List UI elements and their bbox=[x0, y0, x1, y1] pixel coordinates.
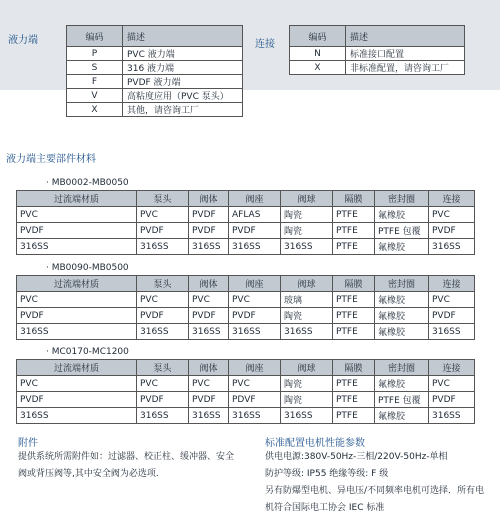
material-cell: PVDF bbox=[137, 223, 189, 239]
materials-header-cell: 阀体 bbox=[189, 276, 229, 292]
materials-header-cell: 阀座 bbox=[229, 276, 281, 292]
material-cell: PTFE bbox=[333, 308, 375, 324]
code-cell: P bbox=[67, 47, 123, 61]
description-cell: 316 液力端 bbox=[123, 61, 243, 75]
materials-header-cell: 泵头 bbox=[137, 276, 189, 292]
material-cell: 氟橡胶 bbox=[375, 324, 429, 340]
code-cell: X bbox=[67, 103, 123, 117]
table-row bbox=[17, 292, 475, 308]
material-cell: PVC bbox=[429, 207, 475, 223]
code-cell: S bbox=[67, 61, 123, 75]
description-cell: 其他，请咨询工厂 bbox=[123, 103, 243, 117]
description-cell: 非标准配置，请咨询工厂 bbox=[346, 61, 465, 75]
material-cell: PVDF bbox=[17, 223, 137, 239]
material-cell: PVC bbox=[429, 376, 475, 392]
material-cell: PVDF bbox=[429, 392, 475, 408]
materials-header-cell: 过流端材质 bbox=[17, 360, 137, 376]
model-range-label: · MB0090-MB0500 bbox=[46, 263, 129, 273]
material-cell: PVDF bbox=[429, 223, 475, 239]
materials-header-cell: 泵头 bbox=[137, 360, 189, 376]
material-cell: PVDF bbox=[189, 207, 229, 223]
material-cell: PVDF bbox=[17, 392, 137, 408]
table-row bbox=[17, 308, 475, 324]
accessories-line: 提供系统所需附件如：过滤器、校正柱、缓冲器、安全 bbox=[18, 452, 235, 462]
wet-end-row bbox=[67, 103, 243, 117]
accessories-text bbox=[18, 449, 234, 483]
material-cell: 陶瓷 bbox=[281, 392, 333, 408]
material-cell: PVC bbox=[17, 292, 137, 308]
wet-end-row bbox=[67, 47, 243, 61]
material-cell: PVC bbox=[189, 376, 229, 392]
materials-header-cell: 隔膜 bbox=[333, 276, 375, 292]
table-row bbox=[17, 207, 475, 223]
connection-row bbox=[290, 47, 465, 61]
materials-header-cell: 连接 bbox=[429, 360, 475, 376]
material-cell: PVC bbox=[229, 376, 281, 392]
material-cell: PTFE bbox=[333, 292, 375, 308]
model-range-label: · MB0002-MB0050 bbox=[46, 178, 129, 188]
materials-title: 液力端主要部件材料 bbox=[6, 154, 96, 165]
materials-table bbox=[16, 190, 475, 255]
materials-header-cell: 阀座 bbox=[229, 191, 281, 207]
material-cell: 316SS bbox=[281, 408, 333, 424]
material-cell: PVC bbox=[229, 292, 281, 308]
material-cell: PDVF bbox=[229, 392, 281, 408]
material-cell: PTFE bbox=[333, 239, 375, 255]
material-cell: 陶瓷 bbox=[281, 223, 333, 239]
material-cell: 陶瓷 bbox=[281, 207, 333, 223]
materials-header-cell: 阀球 bbox=[281, 191, 333, 207]
model-range-label: · MC0170-MC1200 bbox=[46, 347, 129, 357]
material-cell: PVC bbox=[17, 207, 137, 223]
materials-header-row bbox=[17, 191, 475, 207]
motor-line: 机符合国际电工协会 IEC 标准 bbox=[265, 503, 385, 513]
material-cell: PTFE 包覆 bbox=[375, 223, 429, 239]
material-cell: 陶瓷 bbox=[281, 308, 333, 324]
materials-header-cell: 密封圈 bbox=[375, 360, 429, 376]
materials-header-cell: 阀球 bbox=[281, 276, 333, 292]
code-cell: F bbox=[67, 75, 123, 89]
material-cell: 316SS bbox=[189, 408, 229, 424]
connection-header-code: 编码 bbox=[290, 26, 346, 47]
materials-header-row bbox=[17, 276, 475, 292]
description-cell: PVDF 液力端 bbox=[123, 75, 243, 89]
wet-end-header-code: 编码 bbox=[67, 26, 123, 47]
material-cell: 316SS bbox=[281, 324, 333, 340]
material-cell: PVC bbox=[189, 292, 229, 308]
material-cell: 316SS bbox=[429, 324, 475, 340]
material-cell: 316SS bbox=[229, 239, 281, 255]
wet-end-code-table bbox=[66, 25, 243, 117]
accessories-title: 附件 bbox=[18, 438, 38, 449]
material-cell: 316SS bbox=[229, 408, 281, 424]
code-cell: N bbox=[290, 47, 346, 61]
materials-header-cell: 隔膜 bbox=[333, 360, 375, 376]
material-cell: PVDF bbox=[189, 223, 229, 239]
material-cell: 316SS bbox=[429, 239, 475, 255]
materials-header-cell: 泵头 bbox=[137, 191, 189, 207]
material-cell: 316SS bbox=[189, 324, 229, 340]
materials-table bbox=[16, 275, 475, 340]
material-cell: 316SS bbox=[281, 239, 333, 255]
material-cell: 316SS bbox=[137, 408, 189, 424]
material-cell: PVDF bbox=[137, 308, 189, 324]
material-cell: PTFE bbox=[333, 408, 375, 424]
material-cell: 氟橡胶 bbox=[375, 408, 429, 424]
table-row bbox=[17, 376, 475, 392]
material-cell: PTFE bbox=[333, 392, 375, 408]
material-cell: 316SS bbox=[17, 408, 137, 424]
materials-header-cell: 阀座 bbox=[229, 360, 281, 376]
table-row bbox=[17, 239, 475, 255]
material-cell: 316SS bbox=[137, 239, 189, 255]
materials-header-cell: 阀体 bbox=[189, 191, 229, 207]
materials-header-cell: 过流端材质 bbox=[17, 191, 137, 207]
materials-header-cell: 阀体 bbox=[189, 360, 229, 376]
material-cell: 316SS bbox=[189, 239, 229, 255]
connection-label: 连接 bbox=[255, 39, 275, 50]
material-cell: PVDF bbox=[189, 392, 229, 408]
materials-table bbox=[16, 359, 475, 424]
table-row bbox=[17, 392, 475, 408]
material-cell: 氟橡胶 bbox=[375, 207, 429, 223]
motor-line: 防护等级: IP55 绝缘等级: F 级 bbox=[265, 469, 389, 479]
material-cell: 氟橡胶 bbox=[375, 292, 429, 308]
wet-end-row bbox=[67, 75, 243, 89]
material-cell: PVDF bbox=[137, 392, 189, 408]
material-cell: PVC bbox=[137, 376, 189, 392]
material-cell: PVDF bbox=[229, 223, 281, 239]
table-row bbox=[17, 408, 475, 424]
material-cell: PVDF bbox=[229, 308, 281, 324]
description-cell: 高粘度应用（PVC 泵头） bbox=[123, 89, 243, 103]
material-cell: PVC bbox=[429, 292, 475, 308]
material-cell: PTFE bbox=[333, 223, 375, 239]
material-cell: 陶瓷 bbox=[281, 376, 333, 392]
description-cell: PVC 液力端 bbox=[123, 47, 243, 61]
materials-header-cell: 连接 bbox=[429, 191, 475, 207]
wet-end-row bbox=[67, 61, 243, 75]
motor-line: 另有防爆型电机、异电压/不同频率电机可选择．所有电 bbox=[265, 486, 485, 496]
motor-text bbox=[265, 449, 484, 517]
materials-header-cell: 隔膜 bbox=[333, 191, 375, 207]
material-cell: 316SS bbox=[137, 324, 189, 340]
code-cell: X bbox=[290, 61, 346, 75]
table-row bbox=[17, 223, 475, 239]
material-cell: PVC bbox=[137, 292, 189, 308]
motor-title: 标准配置电机性能参数 bbox=[265, 438, 365, 449]
material-cell: PTFE bbox=[333, 207, 375, 223]
material-cell: 玻璃 bbox=[281, 292, 333, 308]
table-row bbox=[17, 324, 475, 340]
material-cell: AFLAS bbox=[229, 207, 281, 223]
code-cell: V bbox=[67, 89, 123, 103]
connection-code-table bbox=[289, 25, 465, 75]
description-cell: 标准接口配置 bbox=[346, 47, 465, 61]
material-cell: PVDF bbox=[189, 308, 229, 324]
wet-end-label: 液力端 bbox=[8, 35, 38, 46]
material-cell: 316SS bbox=[17, 324, 137, 340]
wet-end-header-desc: 描述 bbox=[123, 26, 243, 47]
material-cell: 氟橡胶 bbox=[375, 239, 429, 255]
materials-header-cell: 过流端材质 bbox=[17, 276, 137, 292]
material-cell: PVDF bbox=[17, 308, 137, 324]
material-cell: PVC bbox=[137, 207, 189, 223]
connection-header-desc: 描述 bbox=[346, 26, 465, 47]
wet-end-row bbox=[67, 89, 243, 103]
materials-header-cell: 密封圈 bbox=[375, 191, 429, 207]
materials-header-cell: 阀球 bbox=[281, 360, 333, 376]
materials-header-cell: 密封圈 bbox=[375, 276, 429, 292]
material-cell: PVDF bbox=[429, 308, 475, 324]
connection-row bbox=[290, 61, 465, 75]
materials-header-cell: 连接 bbox=[429, 276, 475, 292]
material-cell: 氟橡胶 bbox=[375, 376, 429, 392]
material-cell: 316SS bbox=[17, 239, 137, 255]
material-cell: PTFE bbox=[333, 376, 375, 392]
material-cell: 氟橡胶 bbox=[375, 308, 429, 324]
motor-line: 供电电源:380V-50Hz-三相/220V-50Hz-单相 bbox=[265, 452, 448, 462]
material-cell: PVC bbox=[17, 376, 137, 392]
material-cell: 316SS bbox=[429, 408, 475, 424]
material-cell: PTFE 包覆 bbox=[375, 392, 429, 408]
materials-header-row bbox=[17, 360, 475, 376]
accessories-line: 阀或背压阀等,其中安全阀为必选项. bbox=[18, 469, 159, 479]
material-cell: PTFE bbox=[333, 324, 375, 340]
material-cell: 316SS bbox=[229, 324, 281, 340]
